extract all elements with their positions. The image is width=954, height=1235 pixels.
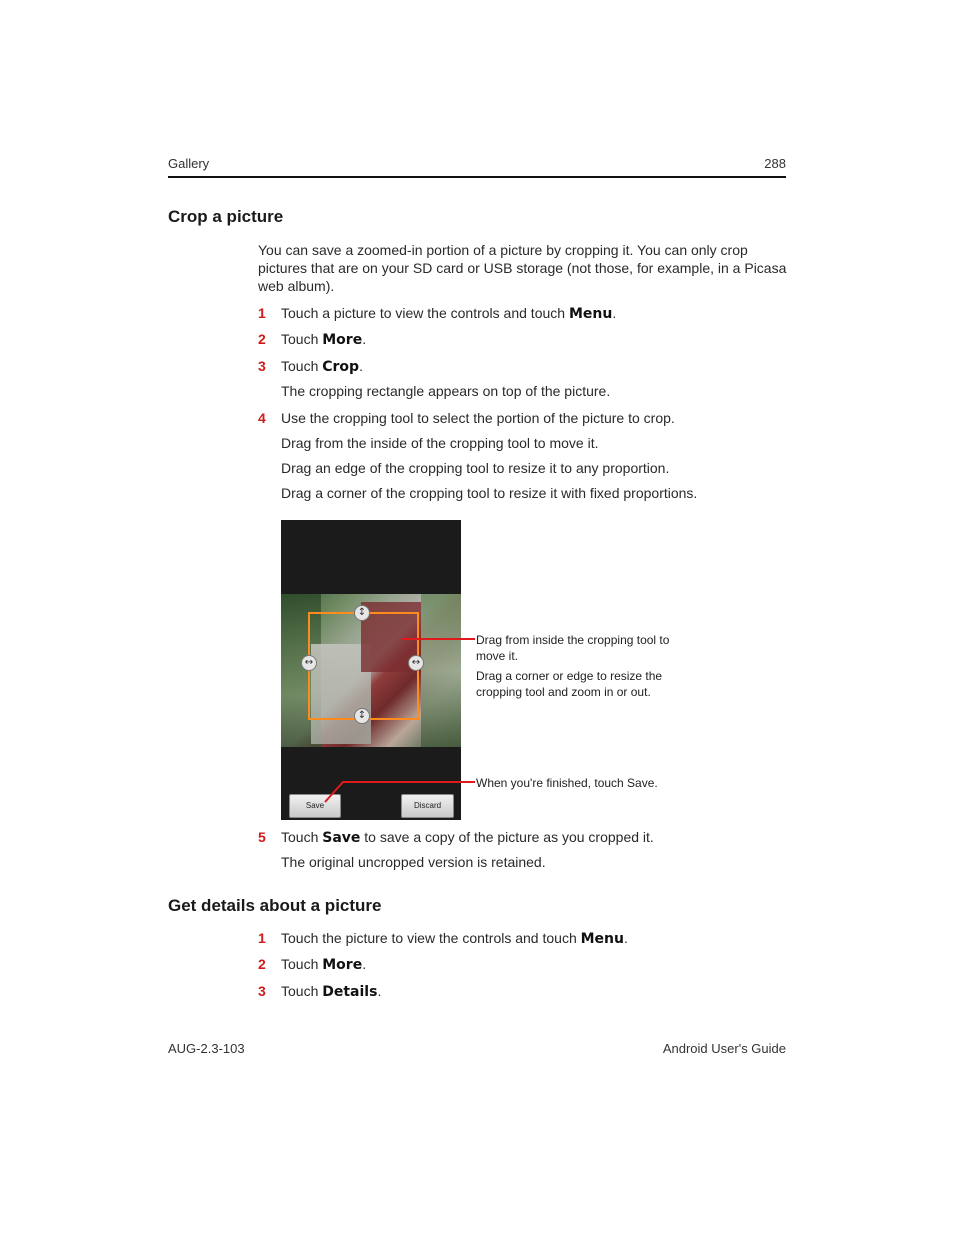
intro-line: You can save a zoomed-in portion of a picture by cropping it. You can only crop [258, 242, 748, 258]
step-text-pre: Touch [281, 829, 323, 845]
section-title-details: Get details about a picture [168, 896, 382, 915]
step-note: The cropping rectangle appears on top of the picture. [281, 383, 611, 399]
crop-screenshot [281, 520, 461, 820]
step-text [281, 358, 363, 375]
page-number: 288 [764, 156, 786, 171]
callout-resize [476, 668, 696, 700]
running-header-section: Gallery [168, 156, 210, 171]
command-more: More [322, 957, 363, 973]
step-text-post: . [362, 331, 367, 347]
command-crop: Crop [322, 359, 360, 375]
step-note: The original uncropped version is retained. [281, 854, 546, 870]
cropping-rectangle[interactable] [308, 612, 419, 720]
step-text-pre: Touch [281, 983, 323, 999]
step-number: 5 [258, 829, 266, 845]
step-text [281, 983, 381, 1000]
step-text [281, 930, 628, 947]
step-text-post: . [612, 305, 617, 321]
step-number: 4 [258, 410, 266, 426]
step-number: 2 [258, 331, 266, 347]
callout-save: When you're finished, touch Save. [476, 776, 658, 790]
callout-leader-diagonal [322, 780, 346, 804]
step-number: 1 [258, 930, 266, 946]
intro-paragraph [258, 241, 788, 295]
step-text-post: . [377, 983, 382, 999]
callout-leader [342, 781, 475, 783]
step-text-pre: Touch [281, 956, 323, 972]
callout-leader [401, 638, 475, 640]
command-more: More [322, 332, 363, 348]
step-text [281, 305, 616, 322]
intro-line: pictures that are on your SD card or USB storage (not those, for example, in a Picasa [258, 260, 787, 276]
step-text [281, 331, 366, 348]
step-text-pre: Touch [281, 331, 323, 347]
step-text-pre: Touch [281, 358, 323, 374]
save-button[interactable]: Save [289, 794, 341, 818]
step-text-post: to save a copy of the picture as you cropped it. [360, 829, 654, 845]
step-text [281, 829, 654, 846]
step-note: Drag from the inside of the cropping tool to move it. [281, 435, 599, 451]
command-menu: Menu [580, 931, 624, 947]
step-number: 3 [258, 358, 266, 374]
command-menu: Menu [568, 306, 613, 322]
step-note: Drag a corner of the cropping tool to resize it with fixed proportions. [281, 485, 698, 501]
step-number: 3 [258, 983, 266, 999]
resize-horizontal-icon[interactable]: ↔ [408, 655, 424, 671]
callout-move [476, 632, 696, 664]
command-save: Save [322, 830, 361, 846]
callout-line: Drag a corner or edge to resize the [476, 669, 663, 683]
header-rule [168, 176, 786, 178]
butterfly-photo [281, 594, 461, 747]
step-text-pre: Touch the picture to view the controls and touch [281, 930, 581, 946]
callout-line: Drag from inside the cropping tool to [476, 633, 670, 647]
step-text [281, 956, 366, 973]
command-details: Details [322, 984, 378, 1000]
step-number: 2 [258, 956, 266, 972]
footer-doc-id: AUG-2.3-103 [168, 1041, 245, 1056]
step-text: Use the cropping tool to select the portion of the picture to crop. [281, 410, 675, 426]
resize-vertical-icon[interactable]: ↕ [354, 605, 370, 621]
step-number: 1 [258, 305, 266, 321]
step-text-post: . [359, 358, 363, 374]
step-text-post: . [624, 930, 628, 946]
footer-doc-title: Android User's Guide [662, 1041, 786, 1056]
callout-line: cropping tool and zoom in or out. [476, 685, 651, 699]
callout-line: move it. [476, 649, 519, 663]
discard-button[interactable]: Discard [401, 794, 454, 818]
resize-vertical-icon[interactable]: ↕ [354, 708, 370, 724]
step-text-pre: Touch a picture to view the controls and touch [281, 305, 569, 321]
intro-line: web album). [258, 278, 335, 294]
step-text-post: . [362, 956, 367, 972]
resize-horizontal-icon[interactable]: ↔ [301, 655, 317, 671]
section-title-crop: Crop a picture [168, 207, 284, 226]
step-note: Drag an edge of the cropping tool to resize it to any proportion. [281, 460, 670, 476]
